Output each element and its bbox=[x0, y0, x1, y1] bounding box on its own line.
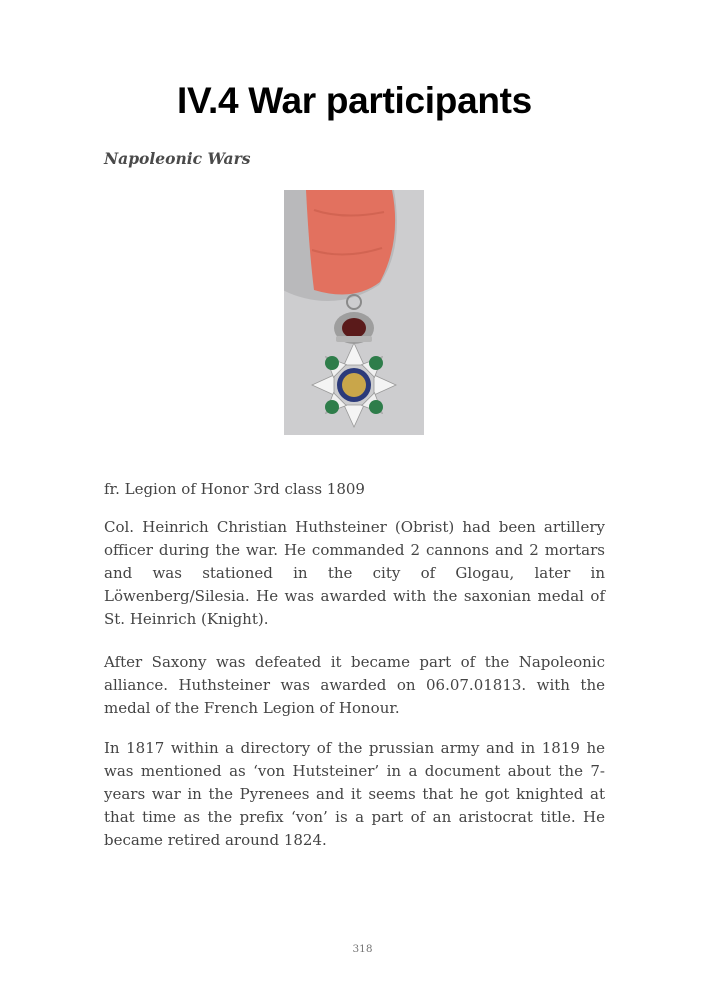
body-paragraph: In 1817 within a directory of the prussian army and in 1819 he was mentioned as ‘von Hutsteiner’ in a document about the 7-years war in the Pyrenees and it seems that he got knighted at that time as the prefix ‘von’ is a part of an aristocrat title. He became retired around 1824. bbox=[104, 739, 605, 849]
body-paragraph: After Saxony was defeated it became part of the Napoleonic alliance. Huthsteiner was awarded on 06.07.01813. with the medal of the French Legion of Honour. bbox=[104, 653, 605, 717]
section-subheading: Napoleonic Wars bbox=[104, 149, 251, 168]
image-caption: fr. Legion of Honor 3rd class 1809 bbox=[104, 480, 365, 498]
page-number: 318 bbox=[352, 943, 373, 955]
body-paragraph: Col. Heinrich Christian Huthsteiner (Obrist) had been artillery officer during the war. He commanded 2 cannons and 2 mortars and was stationed in the city of Glogau, later in Löwenberg/Silesia. He was awarded with the saxonian medal of St. Heinrich (Knight). bbox=[104, 518, 605, 628]
page-title: IV.4 War participants bbox=[177, 80, 532, 121]
legion-of-honour-medal-image bbox=[284, 190, 424, 435]
medal-photo bbox=[284, 190, 424, 435]
